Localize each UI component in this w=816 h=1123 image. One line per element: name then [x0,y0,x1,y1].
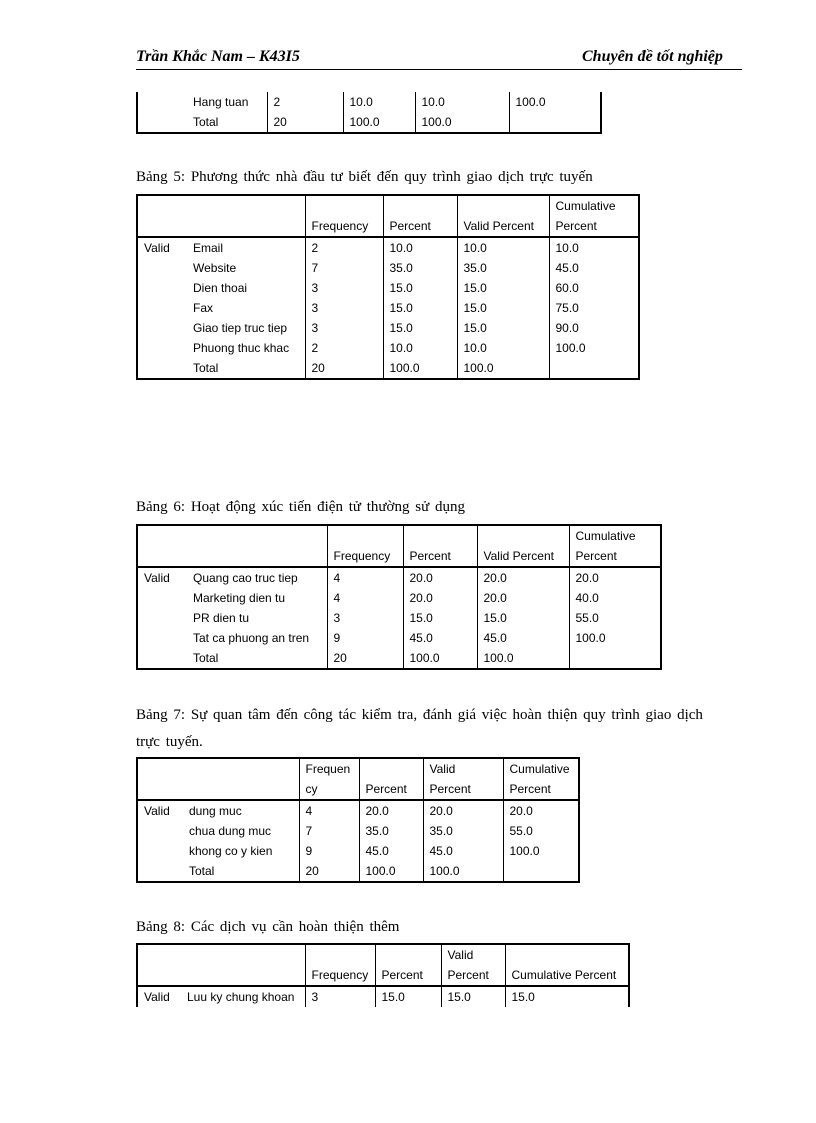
frequency-cell: 4 [327,567,403,588]
valid-percent-cell: 20.0 [477,588,569,608]
percent-cell: 100.0 [343,112,415,133]
header-valid-percent: Percent [441,965,505,986]
table-group-cell: Valid [137,800,183,821]
row-label: PR dien tu [193,611,250,625]
table-group-cell [137,648,187,669]
table-group-cell: Valid [137,986,181,1007]
row-label: Total [187,648,327,669]
percent-cell: 15.0 [383,318,457,338]
table-header-row [137,195,639,216]
frequency-cell: 2 [305,237,383,258]
cumulative-percent-cell: 10.0 [549,237,639,258]
header-percent: Percent [383,216,457,237]
percent-cell: 10.0 [383,338,457,358]
frequency-cell: 3 [305,298,383,318]
table-header-row [137,216,639,237]
valid-percent-cell: 35.0 [457,258,549,278]
header-frequency [305,195,383,216]
frequency-cell: 7 [305,258,383,278]
row-label: Dien thoai [193,281,248,295]
cumulative-percent-cell [503,861,579,882]
valid-percent-cell: 15.0 [477,608,569,628]
cumulative-percent-cell: 100.0 [569,628,661,648]
table-row [137,567,661,588]
percent-cell: 10.0 [383,237,457,258]
valid-percent-cell: 10.0 [415,92,509,112]
table-row [137,841,579,861]
percent-cell: 35.0 [359,821,423,841]
cumulative-percent-cell [549,358,639,379]
percent-cell: 15.0 [375,986,441,1007]
table-row [137,861,579,882]
frequency-cell: 7 [299,821,359,841]
frequency-cell: 9 [299,841,359,861]
header-frequency: Frequen [299,758,359,779]
header-valid-percent: Valid [441,944,505,965]
row-label: Total [187,358,305,379]
frequency-cell: 3 [305,986,375,1007]
valid-percent-cell: 20.0 [477,567,569,588]
table-header-row [137,944,629,965]
header-percent [383,195,457,216]
row-label: Total [187,112,267,133]
table-header-row [137,546,661,567]
header-valid-percent [457,195,549,216]
valid-percent-cell: 100.0 [457,358,549,379]
percent-cell: 35.0 [383,258,457,278]
frequency-cell: 3 [305,278,383,298]
row-label: Marketing dien tu [193,591,286,605]
frequency-cell: 9 [327,628,403,648]
table-row [137,318,639,338]
header-blank [137,944,181,965]
table-6 [136,524,662,670]
table-row [137,112,601,133]
table-group-cell [137,298,187,318]
row-label: Fax [193,301,214,315]
header-blank [187,216,305,237]
header-blank [137,525,187,546]
valid-percent-cell: 15.0 [441,986,505,1007]
header-frequency: cy [299,779,359,800]
table-group-cell [137,588,187,608]
table-group-cell [137,608,187,628]
row-label: chua dung muc [189,824,272,838]
header-blank [183,758,299,779]
frequency-cell: 20 [299,861,359,882]
header-frequency: Frequency [305,216,383,237]
header-percent [375,944,441,965]
percent-cell: 45.0 [359,841,423,861]
frequency-cell: 4 [327,588,403,608]
header-blank [137,779,183,800]
table-row [137,237,639,258]
cumulative-percent-cell: 15.0 [505,986,629,1007]
header-valid-percent: Valid Percent [457,216,549,237]
header-author: Trần Khắc Nam – K43I5 [136,48,300,65]
header-percent [359,758,423,779]
table-group-cell [137,358,187,379]
valid-percent-cell: 10.0 [457,237,549,258]
row-label: Giao tiep truc tiep [193,321,288,335]
table-group-cell [137,112,187,133]
frequency-cell: 20 [327,648,403,669]
frequency-cell: 2 [267,92,343,112]
row-label: dung muc [189,804,242,818]
row-label: Email [193,241,224,255]
cumulative-percent-cell: 100.0 [503,841,579,861]
cumulative-percent-cell: 100.0 [549,338,639,358]
table-group-cell [137,258,187,278]
valid-percent-cell: 45.0 [423,841,503,861]
frequency-cell: 20 [267,112,343,133]
header-cumulative [505,944,629,965]
header-blank [187,525,327,546]
valid-percent-cell: 20.0 [423,800,503,821]
row-label: Luu ky chung khoan [187,990,295,1004]
valid-percent-cell: 15.0 [457,318,549,338]
cumulative-percent-cell: 90.0 [549,318,639,338]
table-group-cell [137,278,187,298]
percent-cell: 20.0 [403,588,477,608]
header-percent: Percent [359,779,423,800]
frequency-cell: 2 [305,338,383,358]
table-row [137,278,639,298]
table-group-cell [137,821,183,841]
header-percent: Percent [375,965,441,986]
cumulative-percent-cell [569,648,661,669]
table-8 [136,943,630,1007]
cumulative-percent-cell: 55.0 [569,608,661,628]
valid-percent-cell: 100.0 [423,861,503,882]
table-row [137,258,639,278]
row-label: khong co y kien [189,844,273,858]
cumulative-percent-cell: 20.0 [569,567,661,588]
table-group-cell: Valid [137,567,187,588]
table-header-row [137,525,661,546]
table-5 [136,194,640,380]
table-row [137,986,629,1007]
header-divider [136,69,742,70]
header-blank [137,758,183,779]
table-group-cell [137,318,187,338]
percent-cell: 100.0 [383,358,457,379]
table-row [137,628,661,648]
header-percent: Percent [403,546,477,567]
header-cumulative: Percent [569,546,661,567]
table-7-caption-line-2: trực tuyến. [136,734,203,750]
table-row [137,800,579,821]
row-label: Phuong thuc khac [193,341,290,355]
table-row [137,608,661,628]
header-blank [137,965,181,986]
table-row [137,648,661,669]
header-frequency: Frequency [305,965,375,986]
table-header-row [137,779,579,800]
cumulative-percent-cell: 75.0 [549,298,639,318]
cumulative-percent-cell: 40.0 [569,588,661,608]
frequency-cell: 3 [327,608,403,628]
table-7-caption: Bảng 7: Sự quan tâm đến công tác kiểm tra, đánh giá việc hoàn thiện quy trình giao dịch [136,707,703,723]
header-cumulative: Cumulative [549,195,639,216]
header-valid-percent: Valid [423,758,503,779]
percent-cell: 15.0 [403,608,477,628]
table-row [137,338,639,358]
header-cumulative: Cumulative Percent [505,965,629,986]
table-group-cell [137,92,187,112]
cumulative-percent-cell: 60.0 [549,278,639,298]
cumulative-percent-cell [509,112,601,133]
frequency-cell: 3 [305,318,383,338]
cumulative-percent-cell: 20.0 [503,800,579,821]
header-blank [183,779,299,800]
header-cumulative: Percent [549,216,639,237]
header-blank [137,216,187,237]
percent-cell: 10.0 [343,92,415,112]
table-group-cell [137,841,183,861]
table-group-cell [137,628,187,648]
percent-cell: 15.0 [383,298,457,318]
percent-cell: 45.0 [403,628,477,648]
header-document-type: Chuyên đề tốt nghiệp [582,48,723,65]
valid-percent-cell: 15.0 [457,278,549,298]
header-percent [403,525,477,546]
frequency-cell: 20 [305,358,383,379]
header-valid-percent [477,525,569,546]
percent-cell: 15.0 [383,278,457,298]
percent-cell: 20.0 [403,567,477,588]
table-row [137,298,639,318]
table-4-continuation [136,92,602,134]
header-valid-percent: Percent [423,779,503,800]
row-label: Total [183,861,299,882]
table-group-cell: Valid [137,237,187,258]
table-8-caption: Bảng 8: Các dịch vụ cần hoàn thiện thêm [136,919,400,935]
table-header-row [137,965,629,986]
cumulative-percent-cell: 45.0 [549,258,639,278]
frequency-cell: 4 [299,800,359,821]
percent-cell: 20.0 [359,800,423,821]
cumulative-percent-cell: 100.0 [509,92,601,112]
valid-percent-cell: 10.0 [457,338,549,358]
header-blank [187,195,305,216]
table-row [137,358,639,379]
header-valid-percent: Valid Percent [477,546,569,567]
valid-percent-cell: 100.0 [477,648,569,669]
valid-percent-cell: 35.0 [423,821,503,841]
table-row [137,92,601,112]
valid-percent-cell: 15.0 [457,298,549,318]
header-frequency [327,525,403,546]
header-blank [181,944,305,965]
valid-percent-cell: 100.0 [415,112,509,133]
header-cumulative: Cumulative [503,758,579,779]
header-cumulative: Cumulative [569,525,661,546]
cumulative-percent-cell: 55.0 [503,821,579,841]
header-frequency: Frequency [327,546,403,567]
table-row [137,821,579,841]
table-group-cell [137,338,187,358]
header-blank [137,195,187,216]
table-6-caption: Bảng 6: Hoạt động xúc tiến điện tử thường sử dụng [136,499,465,515]
header-cumulative: Percent [503,779,579,800]
table-group-cell [137,861,183,882]
header-blank [137,546,187,567]
row-label: Tat ca phuong an tren [193,631,310,645]
table-7 [136,757,580,883]
percent-cell: 100.0 [403,648,477,669]
table-5-caption: Bảng 5: Phương thức nhà đầu tư biết đến quy trình giao dịch trực tuyến [136,169,593,185]
table-row [137,588,661,608]
row-label: Website [193,261,237,275]
row-label: Quang cao truc tiep [193,571,298,585]
row-label: Hang tuan [193,95,249,109]
header-blank [187,546,327,567]
header-blank [181,965,305,986]
header-frequency [305,944,375,965]
valid-percent-cell: 45.0 [477,628,569,648]
percent-cell: 100.0 [359,861,423,882]
table-header-row [137,758,579,779]
